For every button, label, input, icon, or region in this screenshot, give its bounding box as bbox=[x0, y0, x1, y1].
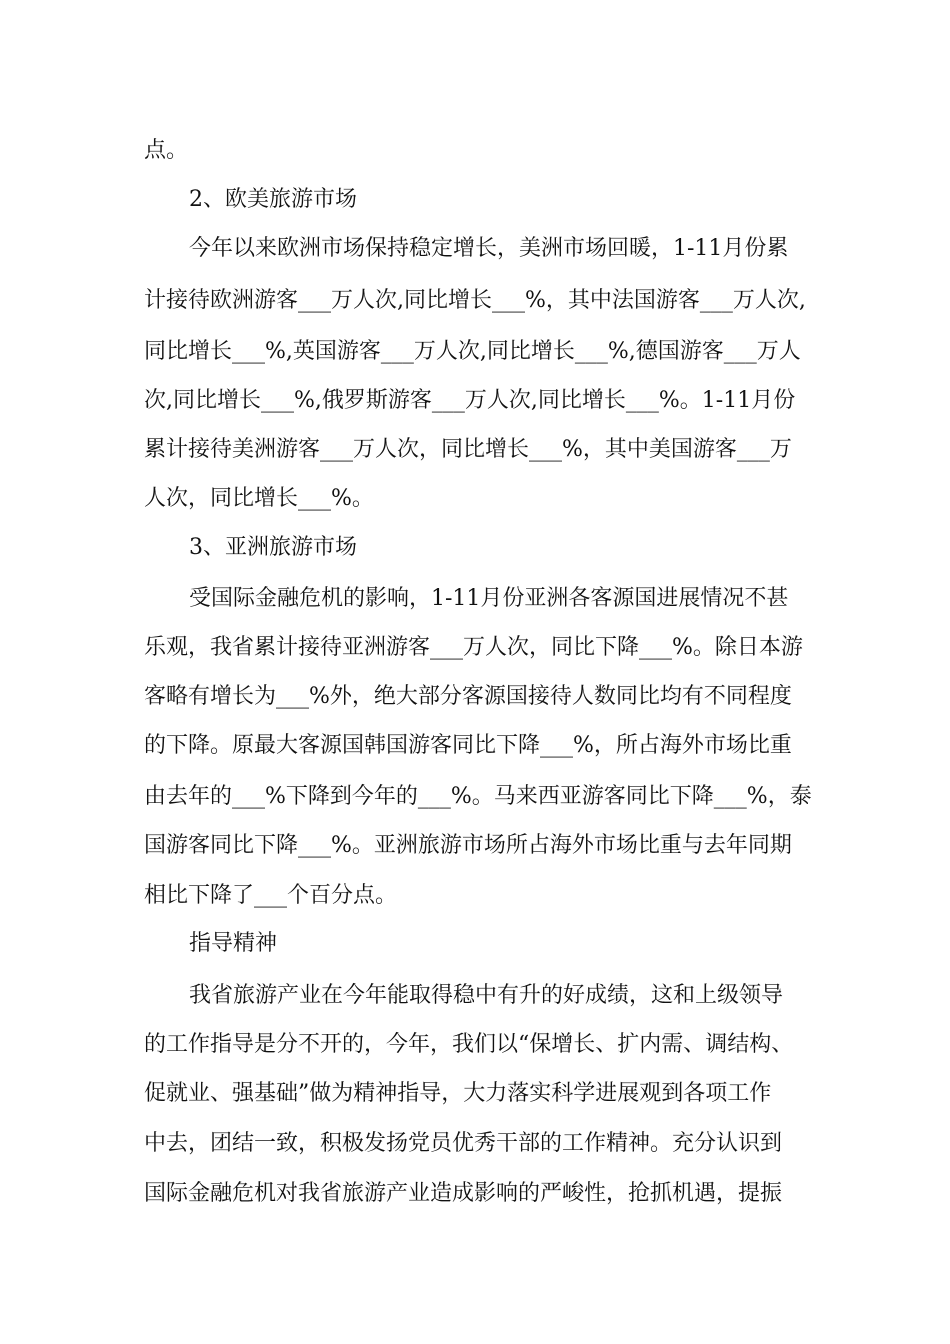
text-line: 点。 bbox=[144, 138, 189, 163]
text-line: 受国际金融危机的影响，1-11月份亚洲各客源国进展情况不甚 bbox=[189, 586, 789, 611]
text-line: 国游客同比下降___%。亚洲旅游市场所占海外市场比重与去年同期 bbox=[144, 833, 792, 858]
section-heading-guiding-spirit: 指导精神 bbox=[189, 931, 278, 956]
text-line: 今年以来欧洲市场保持稳定增长，美洲市场回暖，1-11月份累 bbox=[189, 236, 789, 261]
text-line: 计接待欧洲游客___万人次,同比增长___%，其中法国游客___万人次, bbox=[144, 288, 806, 313]
text-line: 客略有增长为___%外，绝大部分客源国接待人数同比均有不同程度 bbox=[144, 684, 792, 709]
text-line: 的工作指导是分不开的，今年，我们以“保增长、扩内需、调结构、 bbox=[144, 1032, 794, 1057]
text-line: 次,同比增长___%,俄罗斯游客___万人次,同比增长___%。1-11月份 bbox=[144, 388, 796, 413]
text-line: 中去，团结一致，积极发扬党员优秀干部的工作精神。充分认识到 bbox=[144, 1131, 783, 1156]
text-line: 累计接待美洲游客___万人次，同比增长___%，其中美国游客___万 bbox=[144, 437, 792, 462]
text-line: 我省旅游产业在今年能取得稳中有升的好成绩，这和上级领导 bbox=[189, 983, 784, 1008]
section-heading-asia: 3、亚洲旅游市场 bbox=[189, 535, 357, 560]
text-line: 的下降。原最大客源国韩国游客同比下降___%，所占海外市场比重 bbox=[144, 733, 792, 758]
text-line: 人次，同比增长___%。 bbox=[144, 486, 374, 511]
text-line: 同比增长___%,英国游客___万人次,同比增长___%,德国游客___万人 bbox=[144, 339, 801, 364]
text-line: 相比下降了___个百分点。 bbox=[144, 883, 398, 908]
text-line: 乐观，我省累计接待亚洲游客___万人次，同比下降___%。除日本游 bbox=[144, 635, 803, 660]
text-line: 由去年的___%下降到今年的___%。马来西亚游客同比下降___%，泰 bbox=[144, 784, 812, 809]
text-line: 促就业、强基础”做为精神指导，大力落实科学进展观到各项工作 bbox=[144, 1081, 772, 1106]
section-heading-europe-america: 2、欧美旅游市场 bbox=[189, 187, 357, 212]
text-line: 国际金融危机对我省旅游产业造成影响的严峻性，抢抓机遇，提振 bbox=[144, 1181, 783, 1206]
